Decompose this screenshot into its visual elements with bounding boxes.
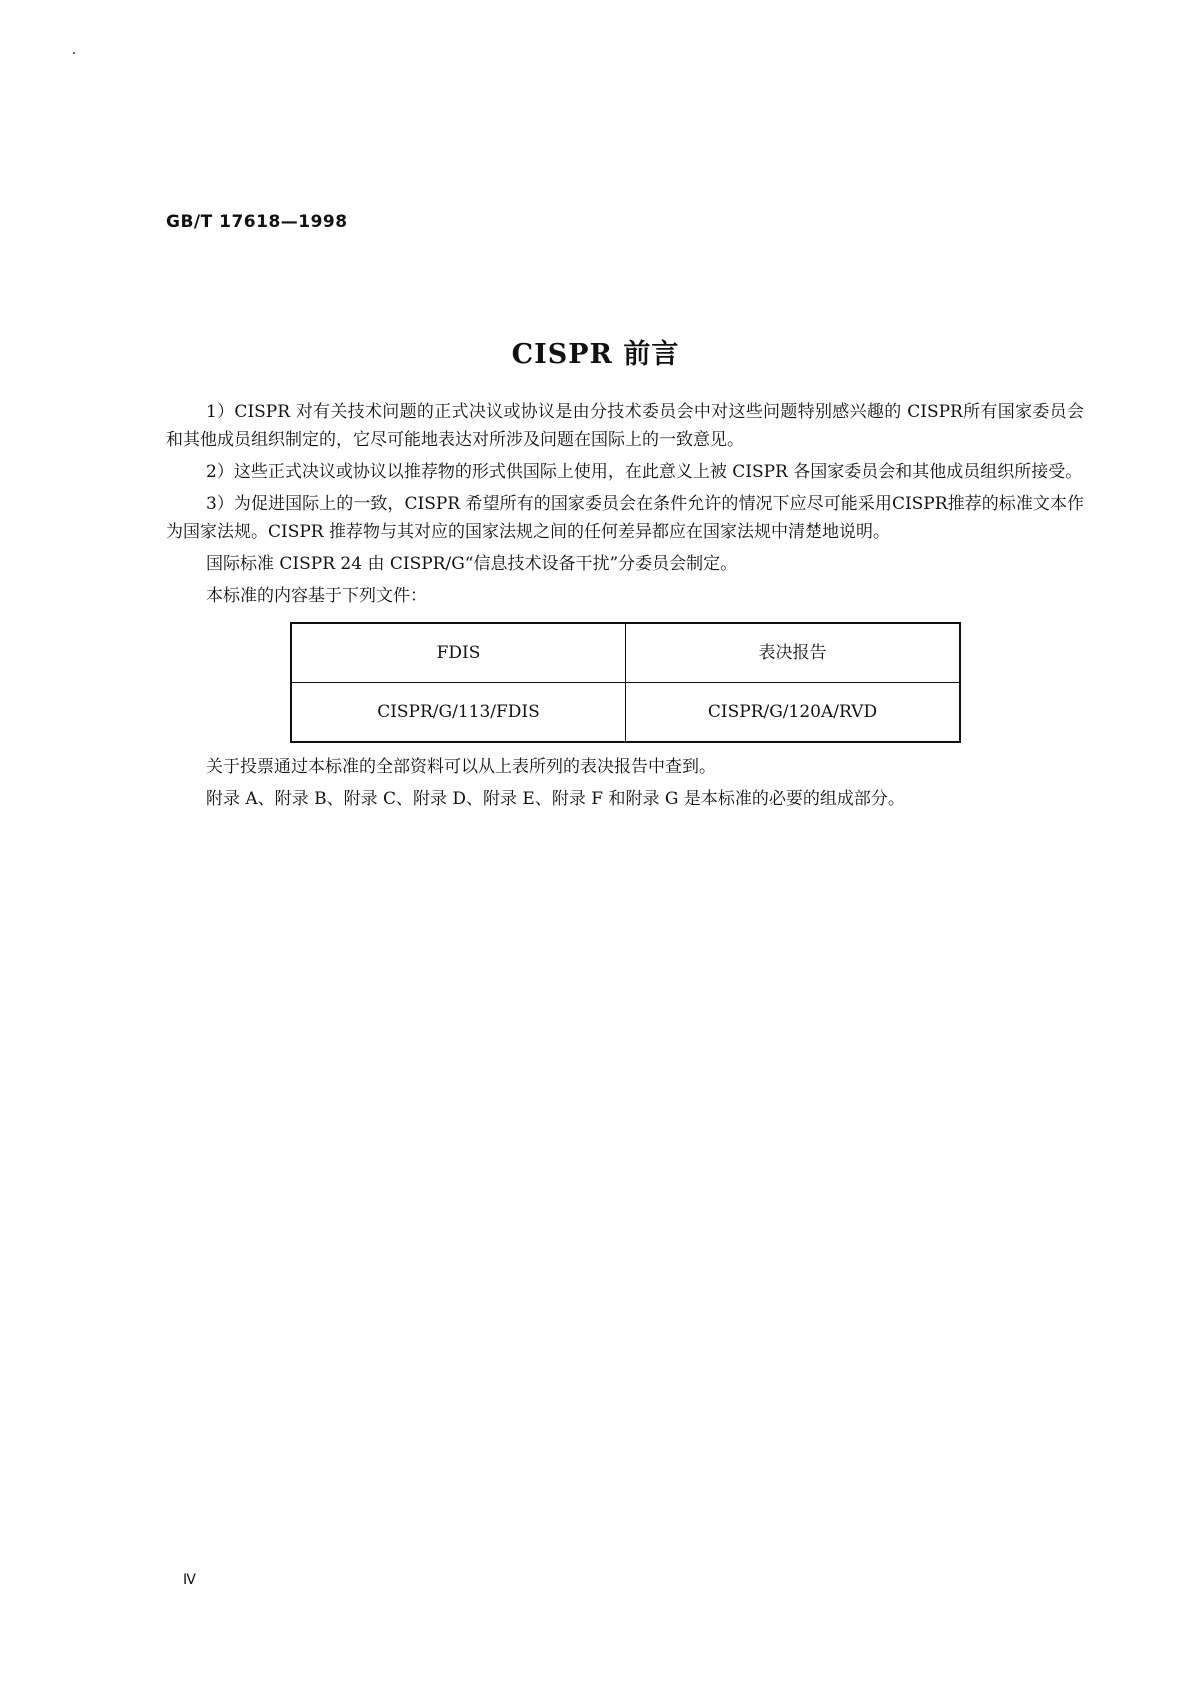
page-title: CISPR 前言	[511, 339, 680, 370]
paragraph-3: 3）为促进国际上的一致，CISPR 希望所有的国家委员会在条件允许的情况下应尽可能采用CISPR推荐的标准文本作为国家法规。CISPR 推荐物与其对应的国家法规之间的任何差异都应在国家法规中清楚地说明。	[166, 494, 1084, 542]
paragraph-6: 关于投票通过本标准的全部资料可以从上表所列的表决报告中查到。	[206, 757, 716, 777]
table-header-vote-report: 表决报告	[626, 623, 961, 683]
document-table	[290, 622, 961, 743]
table-cell-fdis: CISPR/G/113/FDIS	[291, 683, 626, 743]
document-body	[166, 398, 1084, 813]
paragraph-4: 国际标准 CISPR 24 由 CISPR/G“信息技术设备干扰”分委员会制定。	[206, 554, 738, 574]
paragraph-7: 附录 A、附录 B、附录 C、附录 D、附录 E、附录 F 和附录 G 是本标准的必要的组成部分。	[206, 789, 905, 809]
table-header-fdis: FDIS	[291, 623, 626, 683]
paragraph-2: 2）这些正式决议或协议以推荐物的形式供国际上使用，在此意义上被 CISPR 各国家委员会和其他成员组织所接受。	[206, 462, 1083, 482]
table-row	[291, 683, 960, 743]
table-header-row	[291, 623, 960, 683]
paragraph-5: 本标准的内容基于下列文件：	[206, 586, 427, 606]
after-table-section	[166, 753, 1084, 813]
page-number: Ⅳ	[183, 1572, 196, 1588]
standard-code: GB/T 17618—1998	[166, 212, 348, 232]
paragraph-1: 1）CISPR 对有关技术问题的正式决议或协议是由分技术委员会中对这些问题特别感兴趣的 CISPR所有国家委员会和其他成员组织制定的，它尽可能地表达对所涉及问题在国际上的一致意见。	[166, 402, 1084, 450]
scan-speck	[73, 52, 75, 54]
table-cell-rvd: CISPR/G/120A/RVD	[626, 683, 961, 743]
